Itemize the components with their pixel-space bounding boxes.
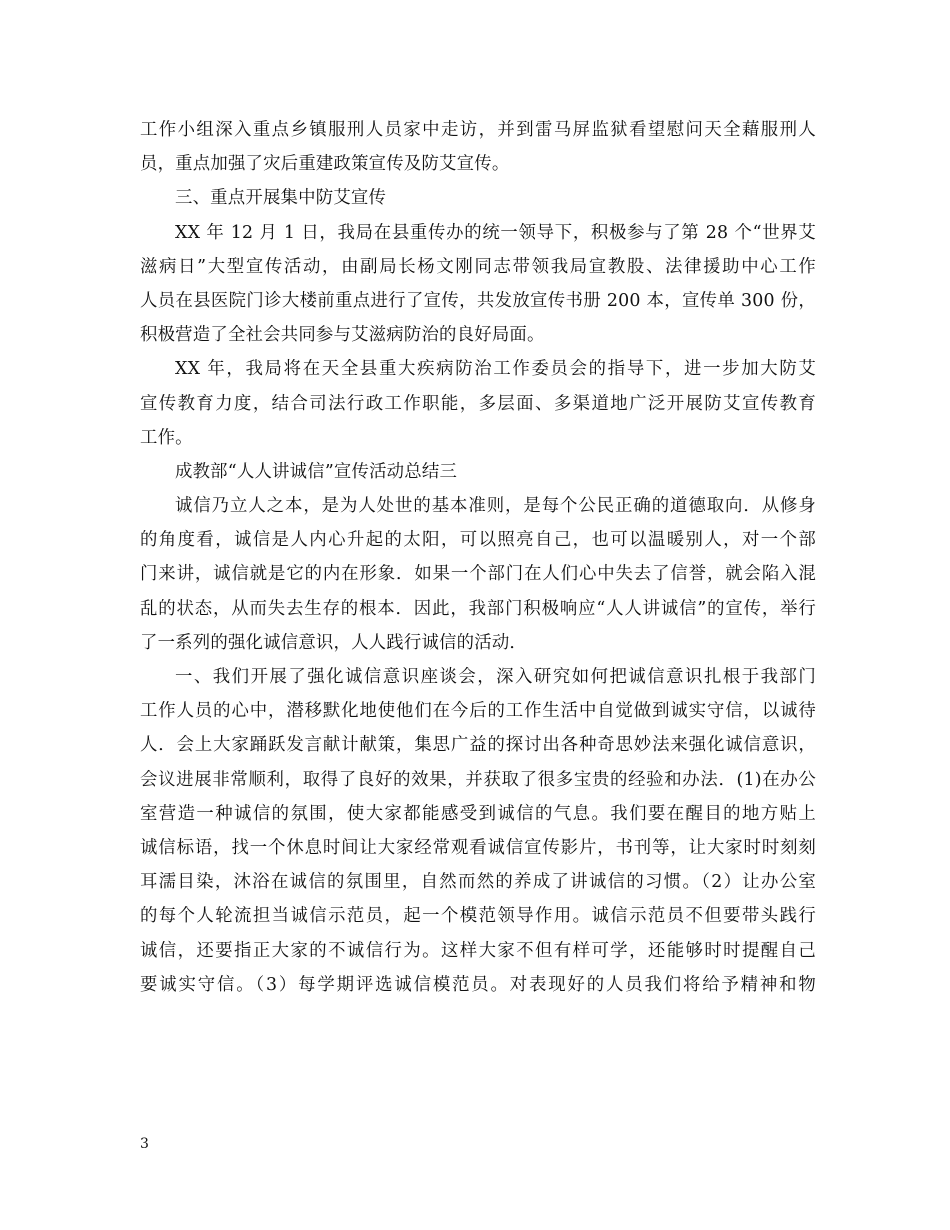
paragraph-line: 一、我们开展了强化诚信意识座谈会，深入研究如何把诚信意识扎根于我部门 (175, 667, 816, 687)
paragraph-line: 的每个人轮流担当诚信示范员，起一个模范领导作用。诚信示范员不但要带头践行 (140, 906, 816, 927)
section-heading: 成教部“人人讲诚信”宣传活动总结三 (175, 461, 458, 482)
paragraph-line: 工作人员的心中，潜移默化地使他们在今后的工作生活中自觉做到诚实守信，以诚待 (140, 701, 816, 722)
paragraph-line: 滋病日”大型宣传活动，由副局长杨文刚同志带领我局宣教股、法律援助中心工作 (140, 256, 816, 277)
paragraph-line: 会议进展非常顺利，取得了良好的效果，并获取了很多宝贵的经验和办法．(1)在办公 (140, 769, 816, 790)
paragraph-line: 诚信标语，找一个休息时间让大家经常观看诚信宣传影片，书刊等，让大家时时刻刻 (140, 837, 816, 858)
paragraph-line: 积极营造了全社会共同参与艾滋病防治的良好局面。 (140, 325, 545, 346)
paragraph-line: 工作小组深入重点乡镇服刑人员家中走访，并到雷马屏监狱看望慰问天全藉服刑人 (140, 120, 816, 140)
paragraph-line: 了一系列的强化诚信意识，人人践行诚信的活动． (140, 632, 527, 653)
paragraph-line: 人员在县医院门诊大楼前重点进行了宣传，共发放宣传书册 200 本，宣传单 300 份， (140, 290, 816, 311)
paragraph-line: 要诚实守信。（3）每学期评选诚信模范员。对表现好的人员我们将给予精神和物 (140, 974, 816, 995)
page-number: 3 (140, 1136, 149, 1152)
section-heading: 三、重点开展集中防艾宣传 (175, 188, 387, 209)
paragraph-line: 耳濡目染，沐浴在诚信的氛围里，自然而然的养成了讲诚信的习惯。（2）让办公室 (140, 872, 816, 893)
paragraph-line: 诚信乃立人之本，是为人处世的基本准则，是每个公民正确的道德取向．从修身 (175, 496, 816, 517)
paragraph-line: 工作。 (140, 427, 193, 448)
document-body (140, 113, 816, 1002)
paragraph-line: 宣传教育力度，结合司法行政工作职能，多层面、多渠道地广泛开展防艾宣传教育 (140, 393, 816, 414)
paragraph-line: 诚信，还要指正大家的不诚信行为。这样大家不但有样可学，还能够时时提醒自己 (140, 940, 816, 961)
paragraph-line: 的角度看，诚信是人内心升起的太阳，可以照亮自己，也可以温暖别人，对一个部 (140, 530, 816, 551)
paragraph-line: 人．会上大家踊跃发言献计献策，集思广益的探讨出各种奇思妙法来强化诚信意识， (140, 735, 816, 756)
paragraph-line: 员，重点加强了灾后重建政策宣传及防艾宣传。 (140, 154, 510, 175)
paragraph-line: 门来讲，诚信就是它的内在形象．如果一个部门在人们心中失去了信誉，就会陷入混 (140, 564, 816, 585)
paragraph-line: XX 年 12 月 1 日，我局在县重传办的统一领导下，积极参与了第 28 个“世界艾 (175, 222, 816, 243)
paragraph-line: 室营造一种诚信的氛围，使大家都能感受到诚信的气息。我们要在醒目的地方贴上 (140, 803, 816, 824)
paragraph-line: XX 年，我局将在天全县重大疾病防治工作委员会的指导下，进一步加大防艾 (175, 359, 816, 380)
paragraph-line: 乱的状态，从而失去生存的根本．因此，我部门积极响应“人人讲诚信”的宣传，举行 (140, 598, 816, 619)
